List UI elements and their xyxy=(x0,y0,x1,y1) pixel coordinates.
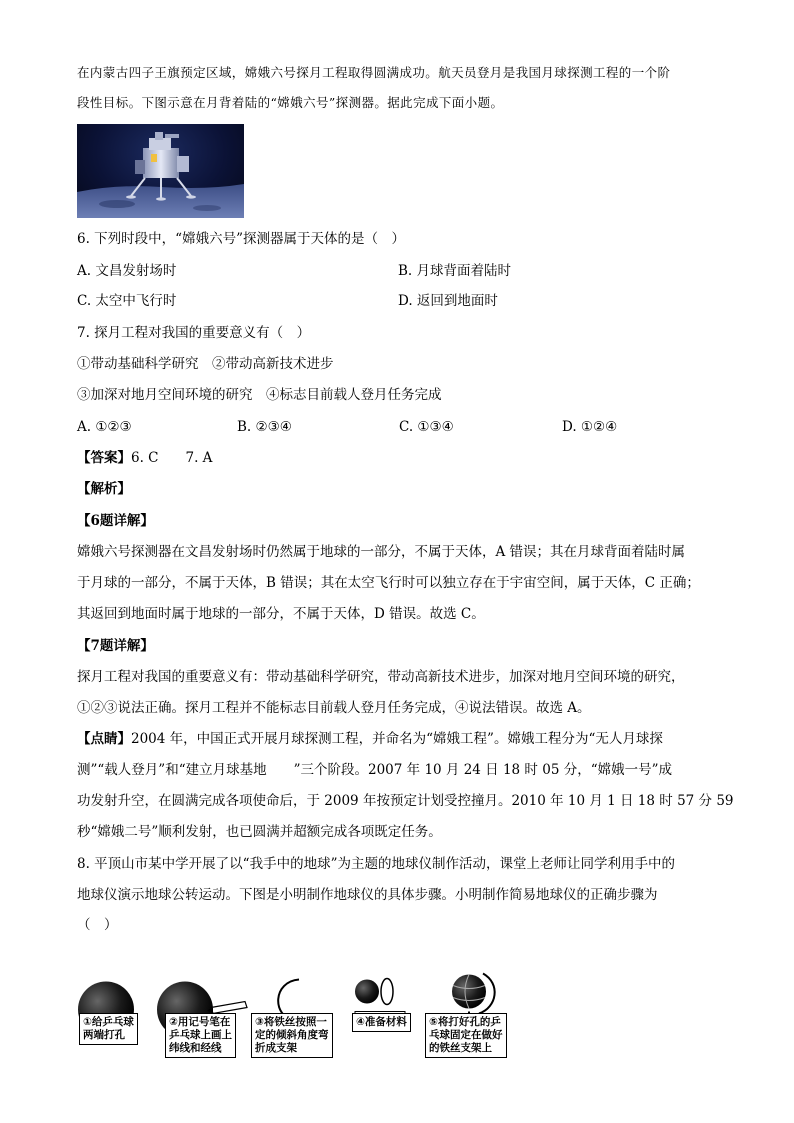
intro-line-1: 在内蒙古四子王旗预定区域，嫦娥六号探月工程取得圆满成功。航天员登月是我国月球探测工程的一个阶 xyxy=(77,65,671,80)
step-1-caption: ①给乒乓球 两端打孔 xyxy=(79,1013,138,1045)
analysis-label: 【解析】 xyxy=(77,481,131,497)
q7-option-a: A. ①②③ xyxy=(77,419,132,435)
q7-items-1: ①带动基础科学研究 ②带动高新技术进步 xyxy=(77,356,334,372)
comment-label: 【点睛】 xyxy=(77,731,131,747)
q6-option-d: D. 返回到地面时 xyxy=(398,293,498,309)
detail6-line-1: 嫦娥六号探测器在文昌发射场时仍然属于地球的一部分，不属于天体，A 错误；其在月球背面着陆时属 xyxy=(77,544,686,560)
step-4-caption: ④准备材料 xyxy=(352,1013,411,1032)
q6-option-b: B. 月球背面着陆时 xyxy=(398,263,512,279)
step-5-caption: ⑤将打好孔的乒 乓球固定在做好 的铁丝支架上 xyxy=(425,1013,507,1058)
detail6-label: 【6题详解】 xyxy=(77,513,154,529)
detail7-line-1: 探月工程对我国的重要意义有：带动基础科学研究，带动高新技术进步，加深对地月空间环境的研究， xyxy=(77,669,685,685)
q7-items-2: ③加深对地月空间环境的研究 ④标志目前载人登月任务完成 xyxy=(77,387,442,403)
q8-stem-1: 8. 平顶山市某中学开展了以“我手中的地球”为主题的地球仪制作活动，课堂上老师让同学利用手中的 xyxy=(77,856,675,872)
lander-illustration xyxy=(77,124,244,218)
step-2-caption: ②用记号笔在 乒乓球上画上 纬线和经线 xyxy=(165,1013,236,1058)
q8-stem-2: 地球仪演示地球公转运动。下图是小明制作地球仪的具体步骤。小明制作简易地球仪的正确步骤为 xyxy=(77,887,658,903)
answer-line xyxy=(77,449,212,467)
detail7-label: 【7题详解】 xyxy=(77,638,154,654)
q7-option-d: D. ①②④ xyxy=(562,419,618,435)
intro-line-2: 段性目标。下图示意在月背着陆的“嫦娥六号”探测器。据此完成下面小题。 xyxy=(77,95,504,110)
comment-line-2: 测”“载人登月”和“建立月球基地 ”三个阶段。2007 年 10 月 24 日 18 时 05 分，“嫦娥一号”成 xyxy=(77,762,673,778)
q6-option-c: C. 太空中飞行时 xyxy=(77,293,177,309)
comment-line-1 xyxy=(77,730,663,748)
comment-text-1: 2004 年，中国正式开展月球探测工程，并命名为“嫦娥工程”。嫦娥工程分为“无人月球探 xyxy=(131,731,663,747)
lander-photo xyxy=(77,124,244,218)
comment-line-4: 秒“嫦娥二号”顺利发射，也已圆满并超额完成各项既定任务。 xyxy=(77,824,442,840)
q7-stem: 7. 探月工程对我国的重要意义有（ ） xyxy=(77,325,311,341)
q6-stem: 6. 下列时段中，“嫦娥六号”探测器属于天体的是（ ） xyxy=(77,231,405,247)
q7-option-c: C. ①③④ xyxy=(399,419,454,435)
step-3-caption: ③将铁丝按照一 定的倾斜角度弯 折成支架 xyxy=(251,1013,333,1058)
detail6-line-2: 于月球的一部分，不属于天体，B 错误；其在太空飞行时可以独立存在于宇宙空间，属于天体，C 正确； xyxy=(77,575,700,591)
q8-stem-3: （ ） xyxy=(77,917,118,933)
detail7-line-2: ①②③说法正确。探月工程并不能标志目前载人登月任务完成，④说法错误。故选 A。 xyxy=(77,700,591,716)
q6-option-a: A. 文昌发射场时 xyxy=(77,263,177,279)
q7-option-b: B. ②③④ xyxy=(237,419,292,435)
answer-text: 6. C 7. A xyxy=(131,450,213,466)
globe-steps-figure xyxy=(77,940,607,1070)
answer-label: 【答案】 xyxy=(77,450,131,466)
detail6-line-3: 其返回到地面时属于地球的一部分，不属于天体，D 错误。故选 C。 xyxy=(77,606,485,622)
comment-line-3: 功发射升空，在圆满完成各项使命后，于 2009 年按预定计划受控撞月。2010 年 10 月 1 日 18 时 57 分 59 xyxy=(77,793,734,809)
steps-illustrations xyxy=(77,940,607,1070)
